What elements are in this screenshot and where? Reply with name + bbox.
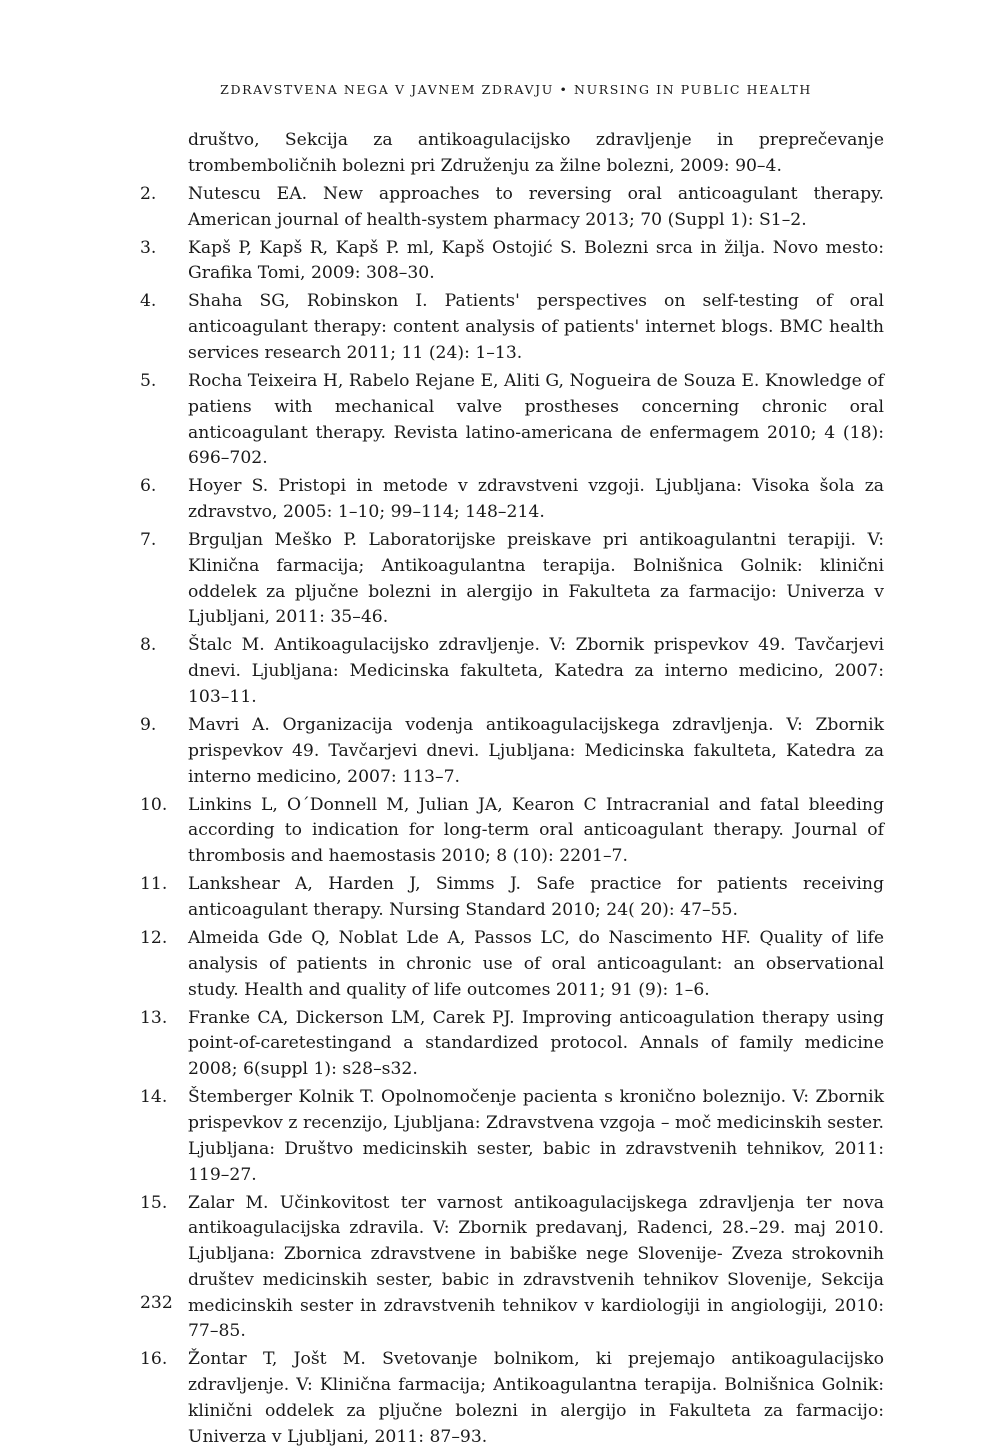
reference-number: 8.: [140, 635, 157, 656]
reference-item: [132, 128, 884, 180]
reference-text: Žontar T, Jošt M. Svetovanje bolnikom, ki prejemajo antikoagulacijsko zdravljenje. V: Klinična farmacija; Antikoagulantna terapija. Bolnišnica Golnik: klinični oddelek za pljučne bolezni in alergijo in Fakulteta za farmacijo: Univerza v Ljubljani, 2011: 87–93.: [188, 1349, 884, 1447]
reference-text: društvo, Sekcija za antikoagulacijsko zdravljenje in preprečevanje trombemboličnih bolezni pri Združenju za žilne bolezni, 2009: 90–4.: [188, 130, 884, 176]
reference-item: [132, 182, 884, 234]
reference-number: 12.: [140, 927, 168, 948]
reference-text: Almeida Gde Q, Noblat Lde A, Passos LC, do Nascimento HF. Quality of life analysis of patients in chronic use of oral anticoagulant: an observational study. Health and quality of life outcomes 2011; 91 (9): 1–6.: [188, 927, 884, 1000]
reference-number: 2.: [140, 183, 157, 204]
reference-text: Lankshear A, Harden J, Simms J. Safe practice for patients receiving anticoagulant therapy. Nursing Standard 2010; 24( 20): 47–55.: [188, 874, 884, 920]
reference-number: 13.: [140, 1007, 168, 1028]
reference-number: 9.: [140, 715, 157, 736]
reference-item: [132, 633, 884, 710]
reference-number: 11.: [140, 874, 168, 895]
reference-item: [132, 528, 884, 631]
reference-item: [132, 474, 884, 526]
reference-number: 14.: [140, 1087, 168, 1108]
reference-item: [132, 236, 884, 288]
reference-item: [132, 289, 884, 366]
reference-item: [132, 872, 884, 924]
reference-number: 3.: [140, 237, 157, 258]
reference-item: [132, 1347, 884, 1450]
reference-number: 10.: [140, 794, 168, 815]
reference-number: 5.: [140, 370, 157, 391]
reference-list: [132, 128, 884, 1453]
reference-number: 4.: [140, 291, 157, 312]
reference-text: Nutescu EA. New approaches to reversing oral anticoagulant therapy. American journal of health-system pharmacy 2013; 70 (Suppl 1): S1–2.: [188, 183, 884, 230]
reference-text: Kapš P, Kapš R, Kapš P. ml, Kapš Ostojić S. Bolezni srca in žilja. Novo mesto: Grafika Tomi, 2009: 308–30.: [188, 237, 884, 284]
reference-item: [132, 1085, 884, 1188]
reference-text: Hoyer S. Pristopi in metode v zdravstveni vzgoji. Ljubljana: Visoka šola za zdravstvo, 2005: 1–10; 99–114; 148–214.: [188, 476, 884, 523]
reference-item: [132, 713, 884, 790]
reference-number: 15.: [140, 1192, 168, 1213]
reference-text: Brguljan Meško P. Laboratorijske preiskave pri antikoagulantni terapiji. V: Klinična farmacija; Antikoagulantna terapija. Bolnišnica Golnik: klinični oddelek za pljučne bolezni in alergijo in Fakulteta za farmacijo: Univerza v Ljubljani, 2011: 35–46.: [188, 530, 884, 628]
page-number: 232: [140, 1293, 173, 1313]
reference-item: [132, 926, 884, 1003]
reference-text: Franke CA, Dickerson LM, Carek PJ. Improving anticoagulation therapy using point-of-caretestingand a standardized protocol. Annals of family medicine 2008; 6(suppl 1): s28–s32.: [188, 1007, 884, 1080]
reference-text: Shaha SG, Robinskon I. Patients' perspectives on self-testing of oral anticoagulant therapy: content analysis of patients' internet blogs. BMC health services research 2011; 11 (24): 1–13.: [188, 291, 884, 363]
reference-number: 7.: [140, 530, 157, 551]
running-head: ZDRAVSTVENA NEGA V JAVNEM ZDRAVJU • NURSING IN PUBLIC HEALTH: [220, 82, 812, 97]
reference-number: 6.: [140, 476, 157, 497]
reference-text: Rocha Teixeira H, Rabelo Rejane E, Aliti G, Nogueira de Souza E. Knowledge of patiens with mechanical valve prostheses concerning chronic oral anticoagulant therapy. Revista latino-americana de enfermagem 2010; 4 (18): 696–702.: [188, 370, 884, 469]
reference-number: 16.: [140, 1349, 168, 1370]
reference-item: [132, 369, 884, 472]
reference-text: Linkins L, O´Donnell M, Julian JA, Kearon C Intracranial and fatal bleeding according to indication for long-term oral anticoagulant therapy. Journal of thrombosis and haemostasis 2010; 8 (10): 2201–7.: [188, 794, 884, 867]
reference-item: [132, 1006, 884, 1083]
reference-text: Zalar M. Učinkovitost ter varnost antikoagulacijskega zdravljenja ter nova antikoagulacijska zdravila. V: Zbornik predavanj, Radenci, 28.–29. maj 2010. Ljubljana: Zbornica zdravstvene in babiške nege Slovenije- Zveza strokovnih društev medicinskih sester, babic in zdravstvenih tehnikov Slovenije, Sekcija medicinskih sester in zdravstvenih tehnikov v kardiologiji in angiologiji, 2010: 77–85.: [188, 1192, 884, 1342]
reference-item: [132, 1191, 884, 1346]
reference-text: Štemberger Kolnik T. Opolnomočenje pacienta s kronično boleznijo. V: Zbornik prispevkov z recenzijo, Ljubljana: Zdravstvena vzgoja – moč medicinskih sester. Ljubljana: Društvo medicinskih sester, babic in zdravstvenih tehnikov, 2011: 119–27.: [188, 1087, 884, 1185]
reference-text: Štalc M. Antikoagulacijsko zdravljenje. V: Zbornik prispevkov 49. Tavčarjevi dnevi. Ljubljana: Medicinska fakulteta, Katedra za interno medicino, 2007: 103–11.: [188, 635, 884, 708]
reference-text: Mavri A. Organizacija vodenja antikoagulacijskega zdravljenja. V: Zbornik prispevkov 49. Tavčarjevi dnevi. Ljubljana: Medicinska fakulteta, Katedra za interno medicino, 2007: 113–7.: [188, 715, 884, 787]
reference-item: [132, 793, 884, 870]
